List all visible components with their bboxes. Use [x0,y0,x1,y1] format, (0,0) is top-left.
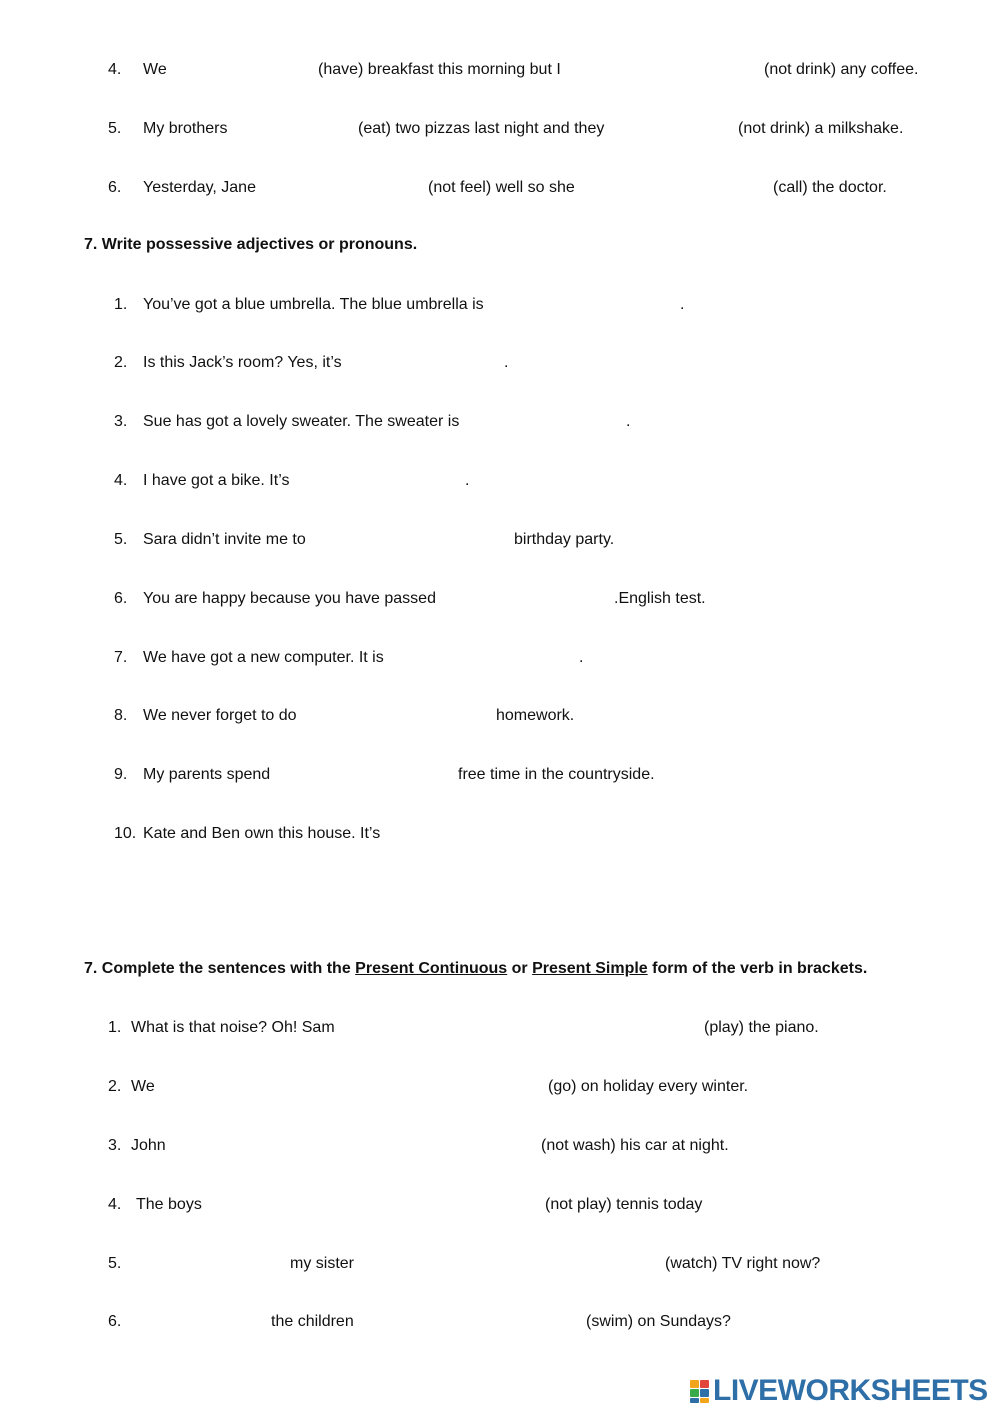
sentence-text: (play) the piano. [704,1019,819,1036]
answer-blank[interactable] [400,646,574,668]
item-number: 4. [114,472,128,489]
heading-term: Present Continuous [355,960,508,977]
sentence-text: We never forget to do [143,707,297,724]
sentence-text: (not drink) any coffee. [764,61,919,78]
answer-blank[interactable] [175,58,313,80]
answer-blank[interactable] [586,176,766,198]
sentence-text: birthday party. [514,531,615,548]
answer-blank[interactable] [362,1310,580,1332]
sentence-text: You’ve got a blue umbrella. The blue umbrella is [143,296,484,313]
sentence-text: . [504,354,509,371]
answer-blank[interactable] [280,763,452,785]
answer-blank[interactable] [358,351,500,373]
sentence-text: (have) breakfast this morning but I [318,61,561,78]
brand-name: LIVEWORKSHEETS [713,1374,988,1407]
sentence-text: Sara didn’t invite me to [143,531,306,548]
section-heading [84,959,867,979]
section-heading: 7. Write possessive adjectives or pronouns. [84,236,418,253]
sentence-text: (not feel) well so she [428,179,575,196]
sentence-text: My parents spend [143,766,271,783]
item-number: 8. [114,707,128,724]
heading-text: 7. Complete the sentences with the [84,960,356,977]
answer-blank[interactable] [130,1252,282,1274]
sentence-text: free time in the countryside. [458,766,655,783]
sentence-text: We [131,1078,155,1095]
sentence-text: . [680,296,685,313]
answer-blank[interactable] [308,704,490,726]
liveworksheets-logo[interactable] [690,1374,988,1408]
sentence-text: We [143,61,167,78]
item-number: 2. [108,1078,122,1095]
item-number: 4. [108,1196,122,1213]
heading-text: or [507,960,533,977]
sentence-text: (not play) tennis today [545,1196,703,1213]
sentence-text: .English test. [614,590,706,607]
sentence-text: John [131,1137,166,1154]
answer-blank[interactable] [162,1075,542,1097]
sentence-text: You are happy because you have passed [143,590,436,607]
item-number: 6. [114,590,128,607]
sentence-text: The boys [136,1196,202,1213]
answer-blank[interactable] [172,1134,534,1156]
item-number: 3. [114,413,128,430]
sentence-text: (not wash) his car at night. [541,1137,729,1154]
sentence-text: Is this Jack’s room? Yes, it’s [143,354,342,371]
sentence-text: My brothers [143,120,228,137]
sentence-text: the children [271,1313,354,1330]
liveworksheets-logo-icon [690,1378,710,1404]
answer-blank[interactable] [318,528,508,550]
answer-blank[interactable] [130,1310,264,1332]
sentence-text: (eat) two pizzas last night and they [358,120,605,137]
sentence-text: I have got a bike. It’s [143,472,290,489]
item-number: 1. [114,296,128,313]
sentence-text: . [465,472,470,489]
answer-blank[interactable] [620,117,732,139]
sentence-text: . [626,413,631,430]
item-number: 6. [108,1313,122,1330]
sentence-text: What is that noise? Oh! Sam [131,1019,335,1036]
heading-term: Present Simple [532,960,648,977]
item-number: 4. [108,61,122,78]
answer-blank[interactable] [362,1252,658,1274]
answer-blank[interactable] [578,58,758,80]
item-number: 9. [114,766,128,783]
sentence-text: (not drink) a milkshake. [738,120,904,137]
sentence-text: Yesterday, Jane [143,179,256,196]
sentence-text: We have got a new computer. It is [143,649,384,666]
answer-blank[interactable] [396,822,576,844]
sentence-text: . [579,649,584,666]
item-number: 10. [114,825,137,842]
sentence-text: Sue has got a lovely sweater. The sweater is [143,413,460,430]
sentence-text: (call) the doctor. [773,179,887,196]
answer-blank[interactable] [236,117,352,139]
item-number: 5. [108,1255,122,1272]
item-number: 7. [114,649,128,666]
answer-blank[interactable] [300,469,460,491]
answer-blank[interactable] [506,293,676,315]
item-number: 6. [108,179,122,196]
item-number: 2. [114,354,128,371]
heading-text: form of the verb in brackets. [647,960,868,977]
item-number: 5. [108,120,122,137]
item-number: 1. [108,1019,122,1036]
answer-blank[interactable] [456,587,612,609]
sentence-text: homework. [496,707,575,724]
sentence-text: Kate and Ben own this house. It’s [143,825,381,842]
sentence-text: (watch) TV right now? [665,1255,821,1272]
sentence-text: my sister [290,1255,354,1272]
item-number: 5. [114,531,128,548]
answer-blank[interactable] [268,176,422,198]
answer-blank[interactable] [210,1193,538,1215]
item-number: 3. [108,1137,122,1154]
answer-blank[interactable] [350,1016,698,1038]
sentence-text: (go) on holiday every winter. [548,1078,749,1095]
sentence-text: (swim) on Sundays? [586,1313,731,1330]
answer-blank[interactable] [480,410,622,432]
